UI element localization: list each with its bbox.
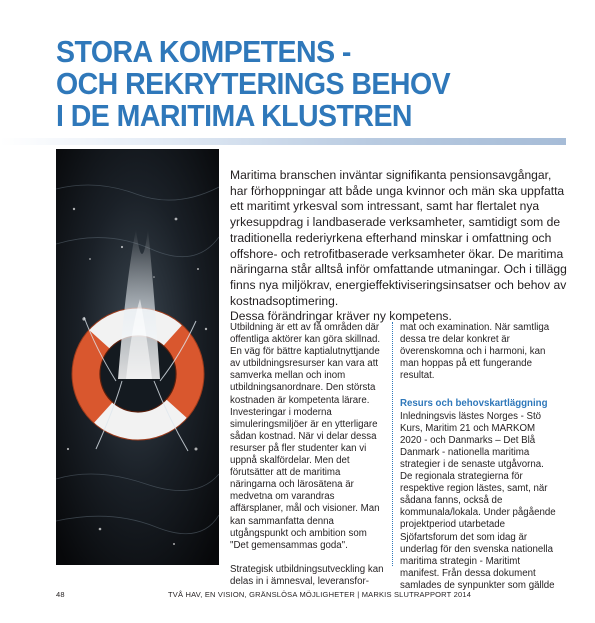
page-number: 48: [56, 590, 65, 599]
body-paragraph: mat och examination. När samtliga dessa tre delar konkret är överenskomna och i harmoni, kan man hoppas på ett fungerande resultat.: [400, 322, 550, 382]
lead-paragraph: Maritima branschen inväntar signifikanta pensionsavgångar, har förhoppningar att både unga kvinnor och män ska uppfatta ett maritimt yrkesval som intressant, samt har flertalet nya yrkesuppdrag i landbaserade verksamheter, samtidigt som de traditionella rederiyrkena efterhand minskar i omfattning och offshore- och retrofitbaserade verksamheter ökar. De maritima näringarna står alltså inför omfattande utmaningar. Och i tillägg finns nya miljökrav, energieffektiviseringsinsatser och behov av kostnadsoptimering.: [230, 168, 567, 308]
headline: [56, 36, 450, 132]
body-paragraph: Utbildning är ett av få områden där offentliga aktörer kan göra skillnad. En väg för bättre kaptialutnyttjande av utbildningsresurser kan vara att samverka mellan och inom utbildningsanordnare. Den största kostnaden är kompetenta lärare. Investeringar i moderna simuleringsmiljöer är en ytterligare sådan kostnad. När vi delar dessa resurser på fler studenter kan vi uppnå skalfördelar. Men det förutsätter att de maritima näringarna och lärosätena är medvetna om varandras affärsplaner, mål och visioner. Man kan sammanfatta denna utgångspunkt och ambition som "Det gemensammas goda".: [230, 322, 381, 551]
body-paragraph: Strategisk utbildningsutveckling kan delas in i ämnesval, leveransfor-: [230, 563, 384, 587]
headline-line-1: STORA KOMPETENS -: [56, 34, 351, 69]
section-subheading: Resurs och behovskartläggning: [400, 398, 548, 410]
footer-text: TVÅ HAV, EN VISION, GRÄNSLÖSA MÖJLIGHETER | MARKIS SLUTRAPPORT 2014: [168, 590, 472, 599]
header-gradient-rule: [0, 138, 566, 145]
lifebuoy-photo: [56, 149, 219, 565]
column-divider: [392, 322, 393, 566]
headline-line-2: OCH REKRYTERINGS BEHOV: [56, 66, 451, 101]
body-column-1: [230, 322, 386, 588]
lead-closing: Dessa förändringar kräver ny kompetens.: [230, 309, 452, 324]
headline-line-3: I DE MARITIMA KLUSTREN: [56, 98, 412, 133]
body-paragraph: Inledningsvis lästes Norges - Stö Kurs, Maritim 21 och MARKOM 2020 - och Danmarks – Det Blå Danmark - nationella maritima strategier i de senaste utgåvorna. De regionala strategierna för respektive region lästes, samt, när sådana fanns, också de kommunala/lokala. Under pågående projektperiod utarbetade Sjöfartsforum det som idag är underlag för den svenska nationella maritima strategin - Maritimt manifest. Från dessa dokument samlades de synpunkter som gällde: [400, 410, 556, 591]
lead-text: [230, 168, 570, 325]
body-column-2: [400, 322, 556, 592]
